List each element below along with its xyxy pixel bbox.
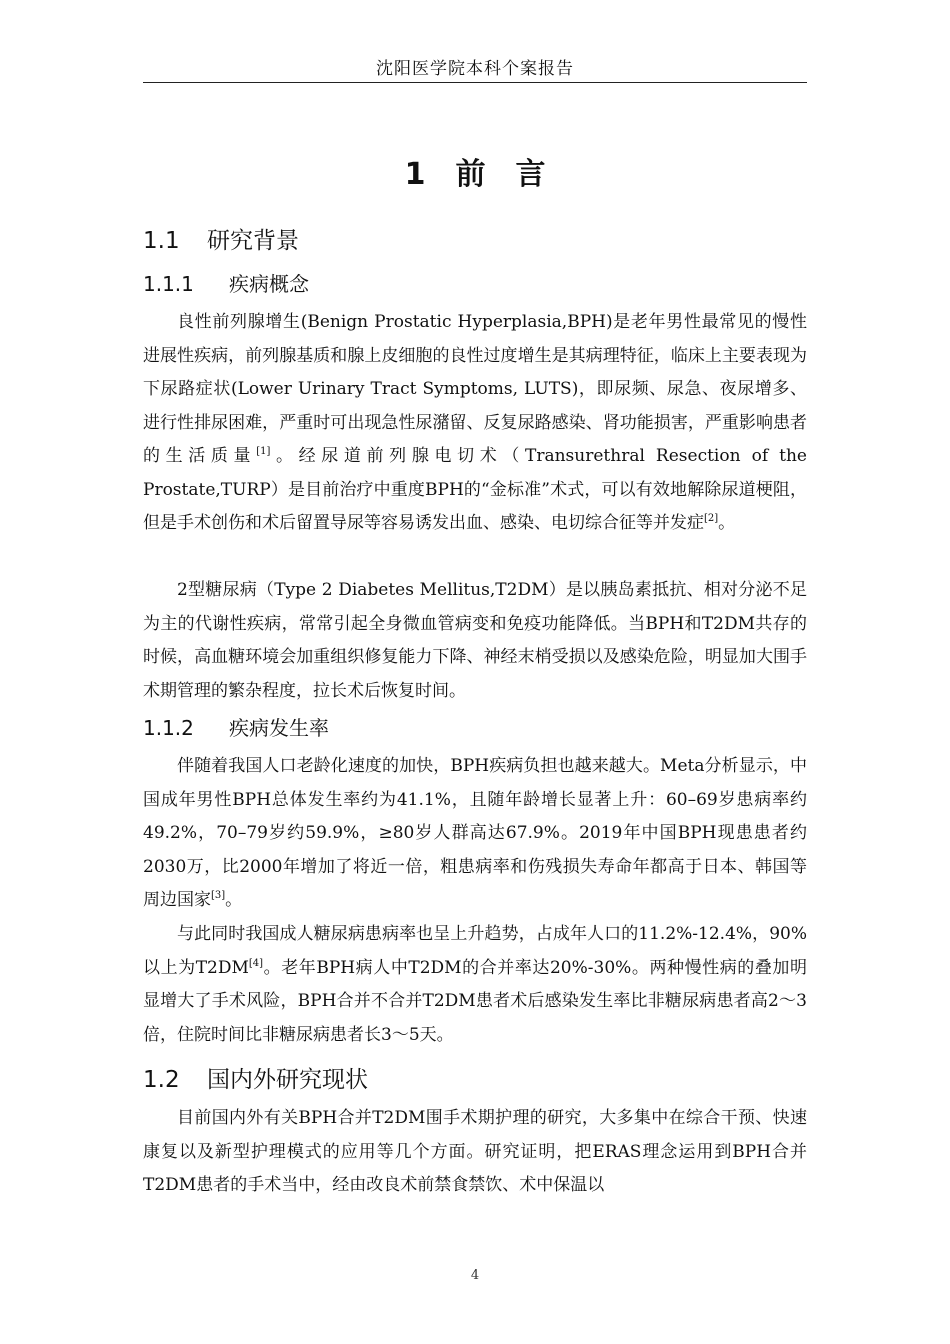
section-heading-1-2 bbox=[143, 1063, 368, 1097]
chapter-number: 1 bbox=[404, 157, 426, 192]
chapter-title-part1: 前 bbox=[455, 157, 486, 192]
section-title: 研究背景 bbox=[207, 228, 299, 254]
section-title: 国内外研究现状 bbox=[207, 1067, 368, 1093]
paragraph-t2dm-concept: 2型糖尿病（Type 2 Diabetes Mellitus,T2DM）是以胰岛素抵抗、相对分泌不足为主的代谢性疾病，常常引起全身微血管病变和免疫功能降低。当BPH和T2DM共存的时候，高血糖环境会加重组织修复能力下降、神经末梢受损以及感染危险，明显加大围手术期管理的繁杂程度，拉长术后恢复时间。 bbox=[143, 580, 807, 701]
chapter-title-part2: 言 bbox=[515, 157, 546, 192]
paragraph-research-status: 目前国内外有关BPH合并T2DM围手术期护理的研究，大多集中在综合干预、快速康复以及新型护理模式的应用等几个方面。研究证明，把ERAS理念运用到BPH合并T2DM患者的手术当中，经由改良术前禁食禁饮、术中保温以 bbox=[143, 1108, 807, 1195]
section-title: 疾病概念 bbox=[229, 272, 309, 296]
section-heading-1-1-1 bbox=[143, 269, 309, 299]
page-header: 沈阳医学院本科个案报告 bbox=[376, 59, 574, 79]
page-number: 4 bbox=[470, 1268, 480, 1283]
citation-4[interactable]: [4] bbox=[248, 957, 264, 969]
paragraph-t2dm-incidence: 与此同时我国成人糖尿病患病率也呈上升趋势，占成年人口的11.2%-12.4%，90%以上为T2DM[4]。老年BPH病人中T2DM的合并率达20%-30%。两种慢性病的叠加明显增大了手术风险，BPH合并不合并T2DM患者术后感染发生率比非糖尿病患者高2～3倍，住院时间比非糖尿病患者长3～5天。 bbox=[143, 924, 807, 1045]
section-number: 1.1 bbox=[143, 228, 180, 254]
citation-1[interactable]: [1] bbox=[256, 446, 271, 457]
citation-2[interactable]: [2] bbox=[704, 513, 719, 524]
section-heading-1-1-2 bbox=[143, 713, 329, 743]
citation-3[interactable]: [3] bbox=[211, 890, 226, 901]
section-number: 1.2 bbox=[143, 1067, 180, 1093]
header-divider bbox=[143, 82, 807, 83]
chapter-title bbox=[143, 153, 807, 197]
paragraph-bph-incidence: 伴随着我国人口老龄化速度的加快，BPH疾病负担也越来越大。Meta分析显示，中国成年男性BPH总体发生率约为41.1%，且随年龄增长显著上升：60–69岁患病率约49.2%，70–79岁约59.9%，≥80岁人群高达67.9%。2019年中国BPH现患患者约2030万，比2000年增加了将近一倍，粗患病率和伤残损失寿命年都高于日本、韩国等周边国家[3]。 bbox=[143, 756, 807, 910]
paragraph-bph-concept: 良性前列腺增生(Benign Prostatic Hyperplasia,BPH)是老年男性最常见的慢性进展性疾病，前列腺基质和腺上皮细胞的良性过度增生是其病理特征，临床上主要表现为下尿路症状(Lower Urinary Tract Symptoms, LUTS)，即尿频、尿急、夜尿增多、进行性排尿困难，严重时可出现急性尿潴留、反复尿路感染、肾功能损害，严重影响患者的生活质量[1]。经尿道前列腺电切术（Transurethral Resection of the Prostate,TURP）是目前治疗中重度BPH的“金标准”术式，可以有效地解除尿道梗阻，但是手术创伤和术后留置导尿等容易诱发出血、感染、电切综合征等并发症[2]。 bbox=[143, 312, 807, 533]
section-heading-1-1 bbox=[143, 224, 299, 258]
section-number: 1.1.2 bbox=[143, 716, 194, 740]
section-title: 疾病发生率 bbox=[229, 716, 329, 740]
section-number: 1.1.1 bbox=[143, 272, 194, 296]
